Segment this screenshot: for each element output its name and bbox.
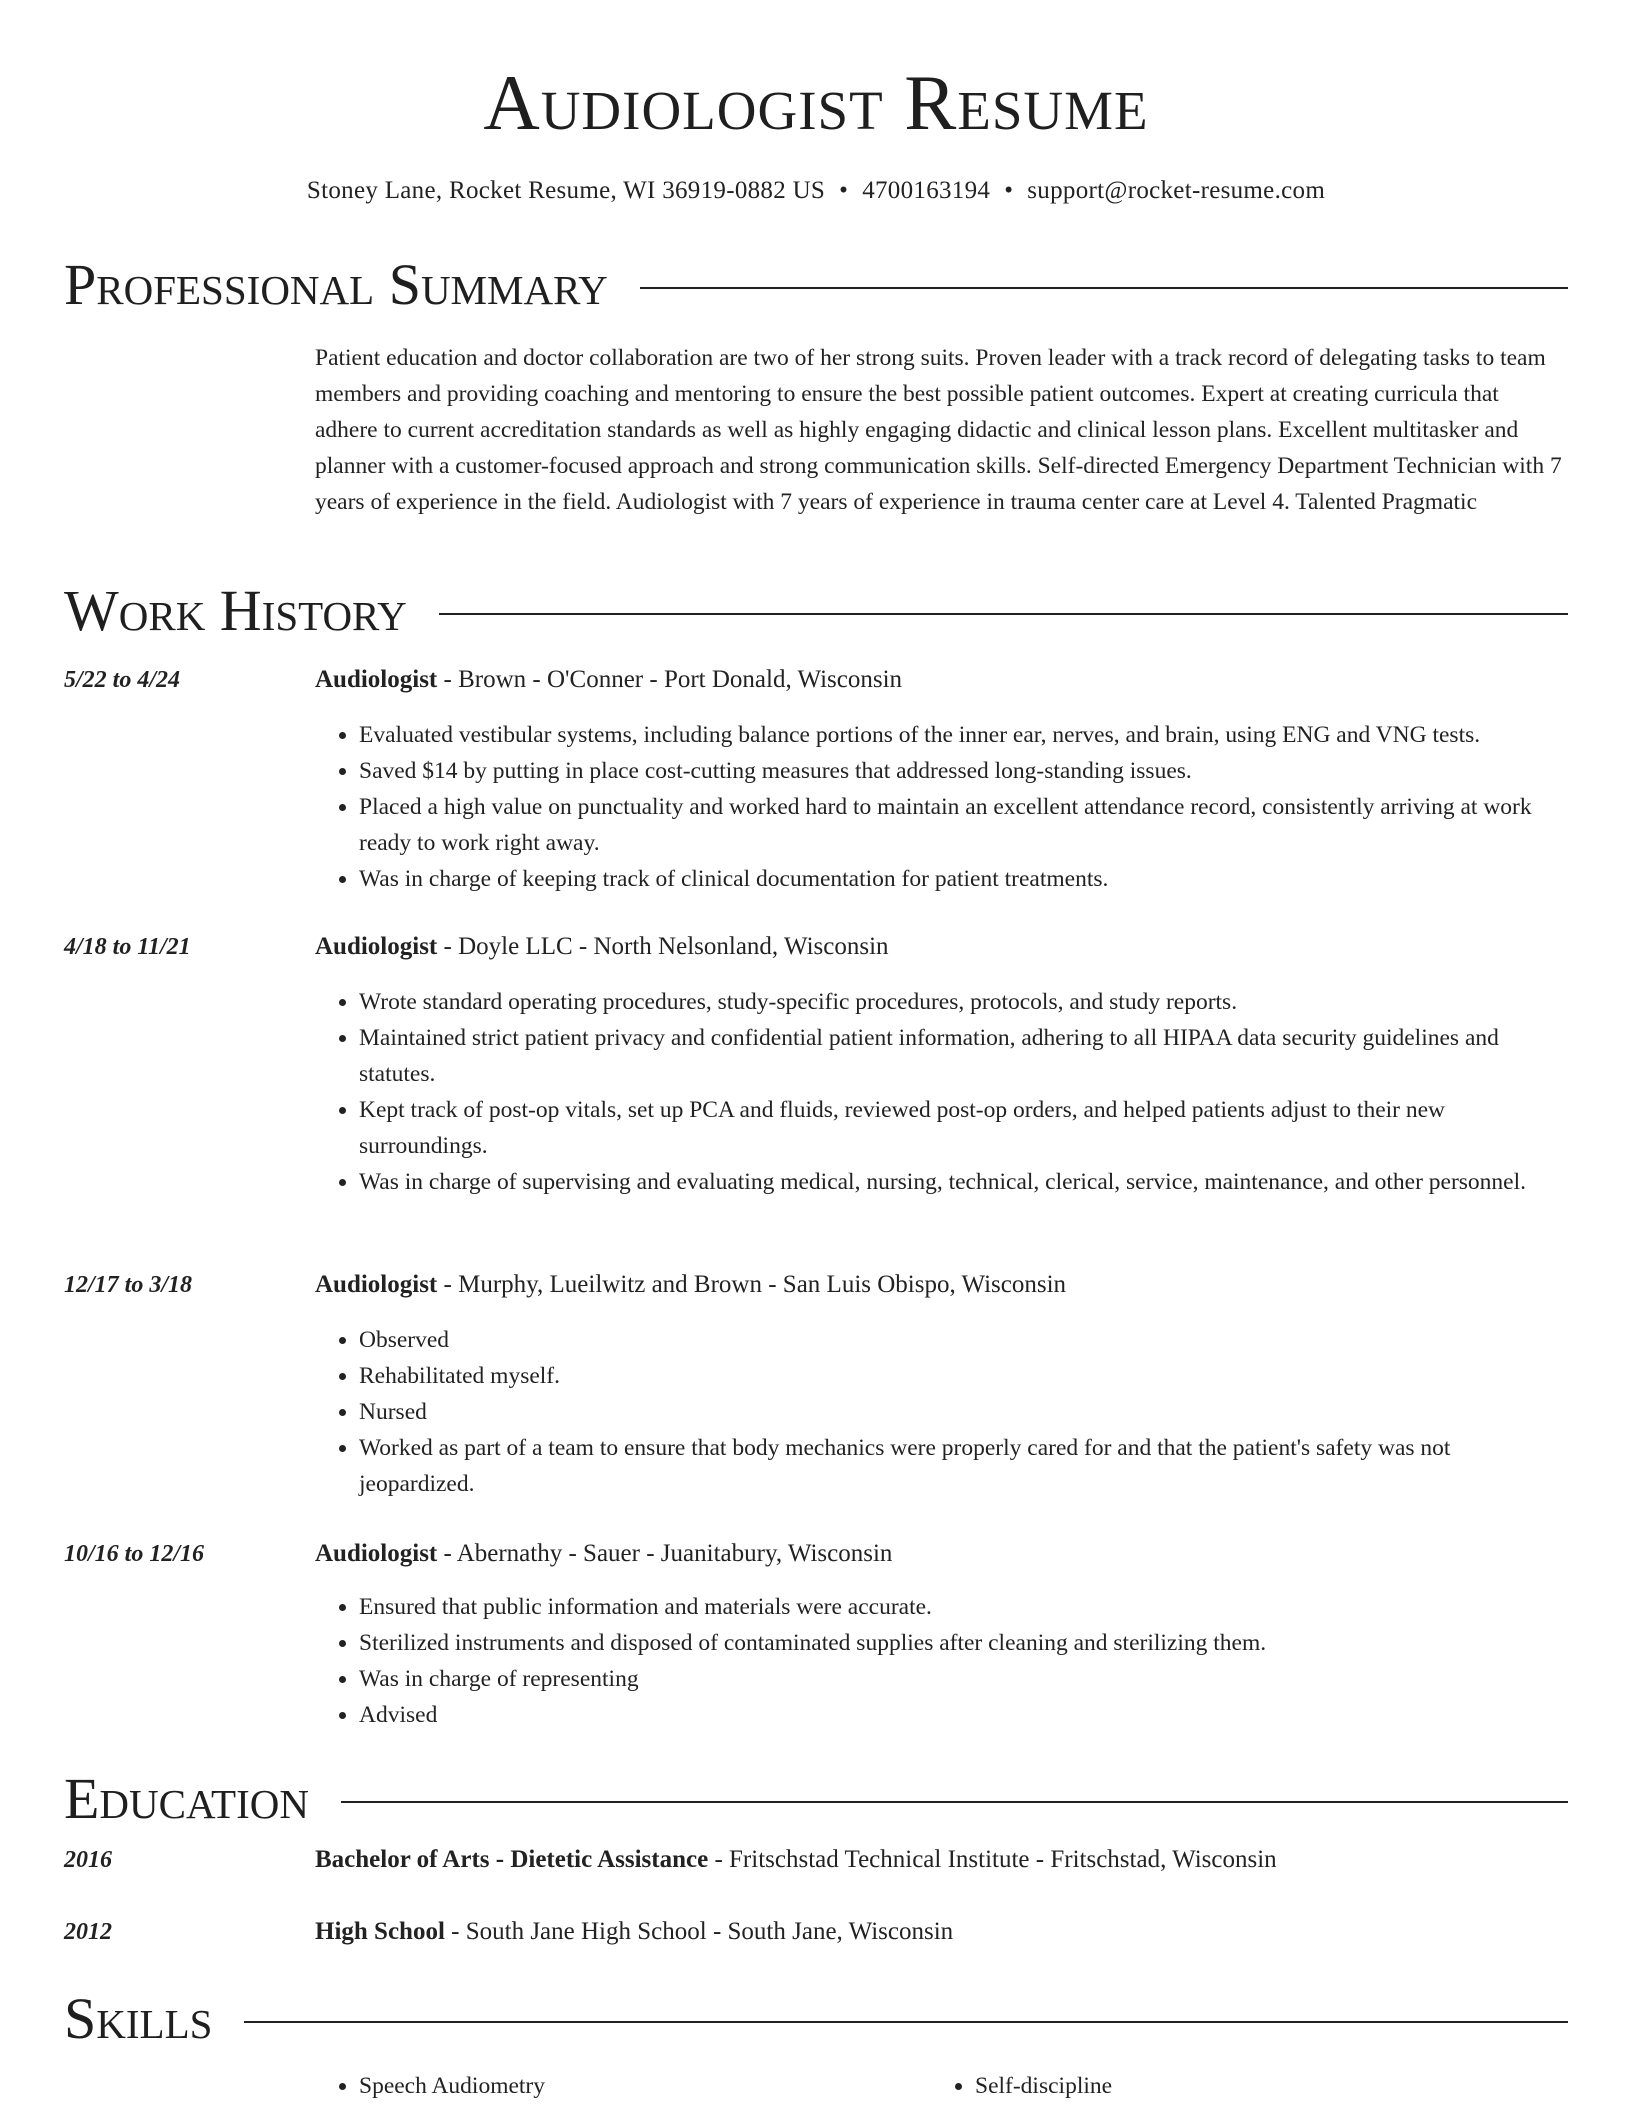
job-heading [315, 663, 1565, 697]
job-employer: - Abernathy - Sauer - Juanitabury, Wisconsin [437, 1540, 893, 1567]
job-employer: - Murphy, Lueilwitz and Brown - San Luis Obispo, Wisconsin [437, 1271, 1067, 1298]
section-heading-label: Professional Summary [64, 252, 608, 317]
job-dates: 10/16 to 12/16 [64, 1541, 205, 1567]
contact-separator: • [1004, 177, 1014, 204]
contact-separator: • [839, 177, 849, 204]
contact-email[interactable]: support@rocket-resume.com [1027, 177, 1326, 204]
list-item: • Rehabilitated myself. [359, 1358, 1565, 1394]
education-heading [315, 1915, 1565, 1949]
job-dates: 4/18 to 11/21 [64, 934, 191, 960]
list-item: • Was in charge of keeping track of clinical documentation for patient treatments. [359, 861, 1565, 897]
list-item: • Observed [359, 1322, 1565, 1358]
list-item: • Sterilized instruments and disposed of contaminated supplies after cleaning and sterilizing them. [359, 1625, 1565, 1661]
job-heading [315, 930, 1565, 964]
education-year: 2012 [64, 1919, 112, 1945]
section-heading-label: Education [64, 1766, 309, 1831]
skills-list-left [315, 2068, 545, 2104]
section-divider [439, 613, 1568, 615]
job-title: Audiologist [315, 1540, 438, 1567]
summary-paragraph: Patient education and doctor collaboration are two of her strong suits. Proven leader with a track record of delegating tasks to team members and providing coaching and mentoring to ensure the best possible patient outcomes. Expert at creating curricula that adhere to current accreditation standards as well as highly engaging didactic and clinical lesson plans. Excellent multitasker and planner with a customer-focused approach and strong communication skills. Self-directed Emergency Department Technician with 7 years of experience in the field. Audiologist with 7 years of experience in trauma center care at Level 4. Talented Pragmatic [315, 345, 1562, 515]
list-item: • Placed a high value on punctuality and worked hard to maintain an excellent attendance record, consistently arriving at work ready to work right away. [359, 789, 1565, 861]
list-item: • Maintained strict patient privacy and confidential patient information, adhering to all HIPAA data security guidelines and statutes. [359, 1020, 1565, 1092]
section-divider [244, 2021, 1568, 2023]
skills-list-right [931, 2068, 1112, 2104]
job-title: Audiologist [315, 933, 438, 960]
list-item: • Worked as part of a team to ensure that body mechanics were properly cared for and that the patient's safety was not jeopardized. [359, 1430, 1565, 1502]
job-heading [315, 1268, 1565, 1302]
education-heading [315, 1843, 1565, 1877]
job-bullet-list [315, 1322, 1565, 1502]
section-divider [640, 287, 1568, 289]
section-heading-label: Skills [64, 1986, 213, 2051]
education-year: 2016 [64, 1847, 112, 1873]
list-item: • Kept track of post-op vitals, set up PCA and fluids, reviewed post-op orders, and helped patients adjust to their new surroundings. [359, 1092, 1565, 1164]
list-item: • Saved $14 by putting in place cost-cutting measures that addressed long-standing issues. [359, 753, 1565, 789]
job-bullet-list [315, 1589, 1565, 1733]
job-dates: 5/22 to 4/24 [64, 667, 181, 693]
contact-line [0, 174, 1632, 208]
job-heading [315, 1537, 1565, 1571]
education-school: - Fritschstad Technical Institute - Fritschstad, Wisconsin [708, 1846, 1277, 1873]
section-heading-skills [64, 1986, 1568, 2052]
job-employer: - Brown - O'Conner - Port Donald, Wisconsin [437, 666, 903, 693]
section-heading-label: Work History [64, 578, 407, 643]
skill-item: • Self-discipline [975, 2068, 1112, 2104]
education-degree: High School [315, 1918, 445, 1945]
list-item: • Wrote standard operating procedures, study-specific procedures, protocols, and study reports. [359, 984, 1565, 1020]
list-item: • Evaluated vestibular systems, including balance portions of the inner ear, nerves, and brain, using ENG and VNG tests. [359, 717, 1565, 753]
list-item: • Was in charge of supervising and evaluating medical, nursing, technical, clerical, service, maintenance, and other personnel. [359, 1164, 1565, 1200]
resume-title: Audiologist Resume [483, 59, 1149, 146]
job-title: Audiologist [315, 1271, 438, 1298]
job-dates: 12/17 to 3/18 [64, 1272, 193, 1298]
contact-phone: 4700163194 [862, 177, 991, 204]
section-divider [341, 1801, 1568, 1803]
list-item: • Was in charge of representing [359, 1661, 1565, 1697]
list-item: • Advised [359, 1697, 1565, 1733]
contact-address: Stoney Lane, Rocket Resume, WI 36919-0882 US [306, 177, 826, 204]
job-bullet-list [315, 717, 1565, 897]
section-heading-summary [64, 252, 1568, 318]
list-item: • Nursed [359, 1394, 1565, 1430]
skill-item: • Speech Audiometry [359, 2068, 545, 2104]
job-bullet-list [315, 984, 1565, 1200]
job-employer: - Doyle LLC - North Nelsonland, Wisconsin [437, 933, 889, 960]
job-title: Audiologist [315, 666, 438, 693]
section-heading-education [64, 1766, 1568, 1832]
section-heading-work-history [64, 578, 1568, 644]
education-degree: Bachelor of Arts - Dietetic Assistance [315, 1846, 709, 1873]
education-school: - South Jane High School - South Jane, Wisconsin [444, 1918, 954, 1945]
list-item: • Ensured that public information and materials were accurate. [359, 1589, 1565, 1625]
